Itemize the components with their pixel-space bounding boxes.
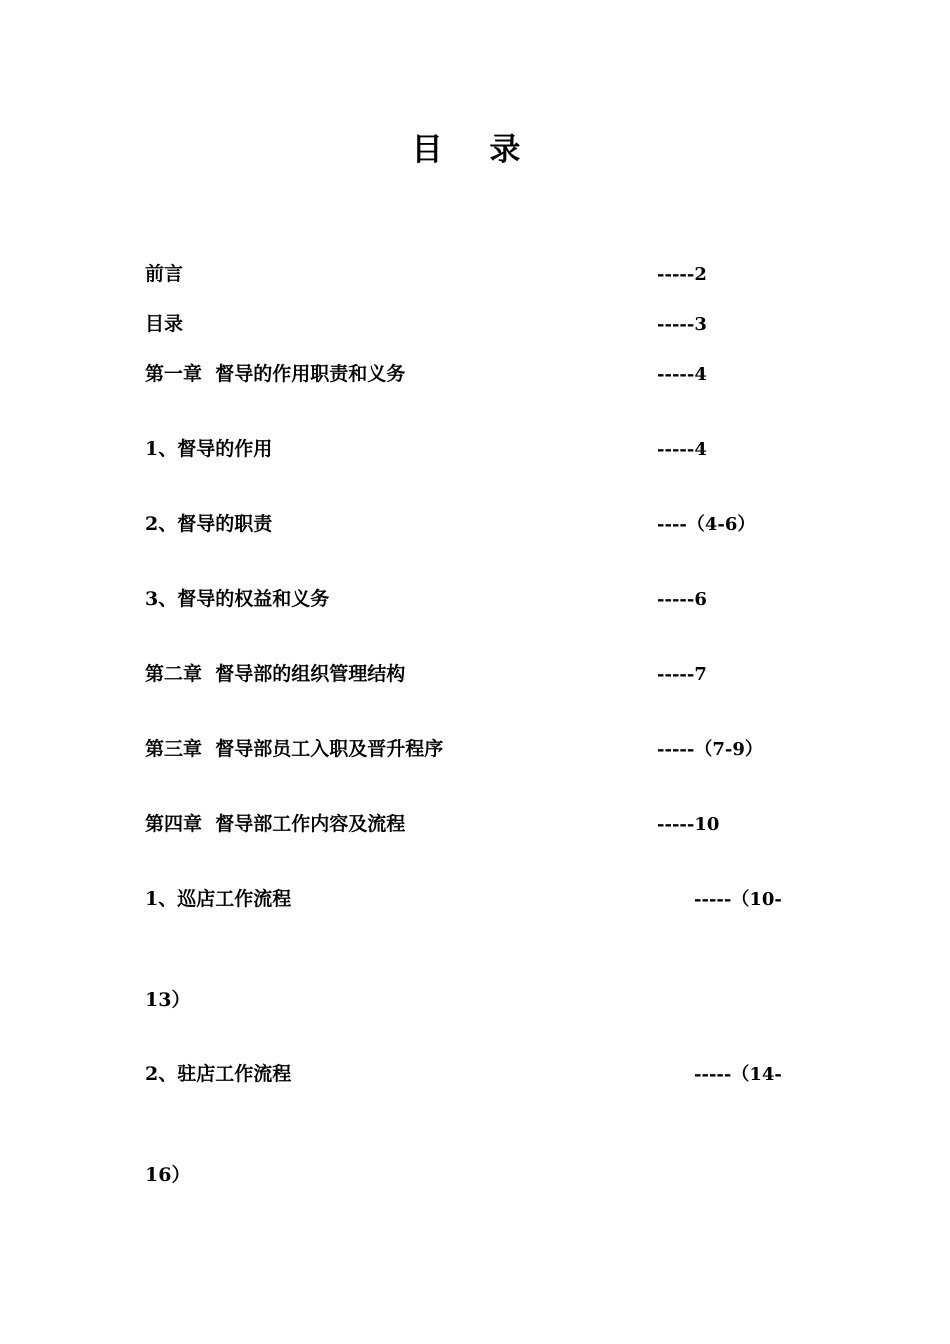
toc-entry-section-1-1: 1、督导的作用 [145, 438, 273, 460]
toc-page-number: -----2 [657, 264, 707, 285]
toc-page-number: -----4 [657, 364, 707, 385]
toc-page-number: -----（10- [694, 889, 782, 910]
toc-entry-chapter-3: 第三章 督导部员工入职及晋升程序 [145, 738, 444, 760]
page-title: 目 录 [411, 132, 539, 168]
toc-entry-section-1-3: 3、督导的权益和义务 [145, 588, 330, 610]
toc-page-number: -----（7-9） [657, 739, 763, 760]
toc-entry-chapter-4: 第四章 督导部工作内容及流程 [145, 813, 406, 835]
toc-entry-chapter-2: 第二章 督导部的组织管理结构 [145, 663, 406, 685]
toc-page-number: ----（4-6） [657, 514, 756, 535]
toc-entry-chapter-1: 第一章 督导的作用职责和义务 [145, 363, 406, 385]
toc-entry-section-4-1: 1、巡店工作流程 [145, 888, 292, 910]
toc-page-number: -----10 [657, 814, 720, 835]
toc-page-number: -----6 [657, 589, 707, 610]
toc-entry-preface: 前言 [145, 263, 184, 285]
toc-page-number-continued: 13） [145, 989, 191, 1011]
toc-page-number: -----7 [657, 664, 707, 685]
toc-entry-section-1-2: 2、督导的职责 [145, 513, 273, 535]
toc-page-number: -----（14- [694, 1064, 782, 1085]
toc-page-number: -----3 [657, 314, 707, 335]
toc-entry-section-4-2: 2、驻店工作流程 [145, 1063, 292, 1085]
toc-page-number-continued: 16） [145, 1164, 191, 1186]
toc-entry-contents: 目录 [145, 313, 184, 335]
toc-page-number: -----4 [657, 439, 707, 460]
